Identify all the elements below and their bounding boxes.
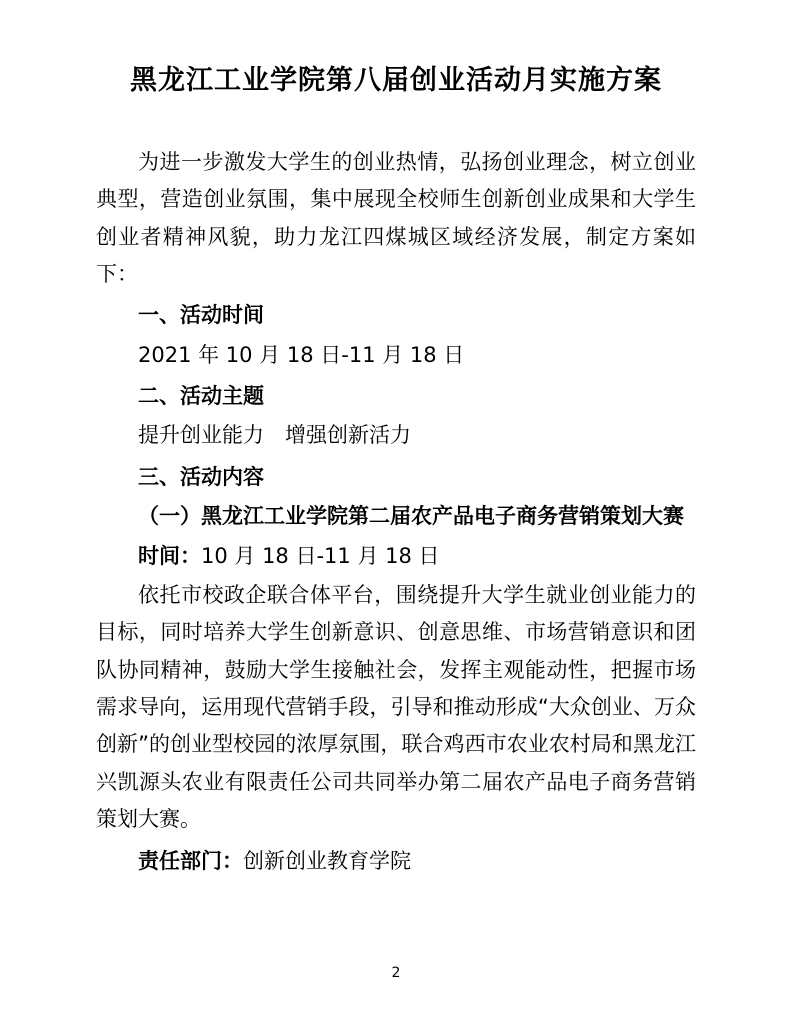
section-heading-3: 三、活动内容 xyxy=(138,464,264,489)
subsection-heading: （一）黑龙江工业学院第二届农产品电子商务营销策划大赛 xyxy=(138,504,684,529)
page-number: 2 xyxy=(391,965,401,981)
section-content-2: 提升创业能力 增强创新活力 xyxy=(138,423,411,448)
department-label: 责任部门： xyxy=(138,848,243,873)
section-content-1: 2021 年 10 月 18 日-11 月 18 日 xyxy=(138,342,465,367)
subsection-department xyxy=(96,843,696,880)
department-value: 创新创业教育学院 xyxy=(243,848,411,873)
time-label: 时间： xyxy=(138,543,201,568)
section-heading-2: 二、活动主题 xyxy=(138,384,264,409)
time-value: 10 月 18 日-11 月 18 日 xyxy=(201,543,440,568)
intro-paragraph: 为进一步激发大学生的创业热情，弘扬创业理念，树立创业典型，营造创业氛围，集中展现全校师生创新创业成果和大学生创业者精神风貌，助力龙江四煤城区域经济发展，制定方案如下： xyxy=(96,149,696,286)
document-body xyxy=(96,144,696,880)
subsection-body: 依托市校政企联合体平台，围绕提升大学生就业创业能力的目标，同时培养大学生创新意识、创意思维、市场营销意识和团队协同精神，鼓励大学生接触社会，发挥主观能动性，把握市场需求导向，运用现代营销手段，引导和推动形成“大众创业、万众创新”的创业型校园的浓厚氛围，联合鸡西市农业农村局和黑龙江兴凯源头农业有限责任公司共同举办第二届农产品电子商务营销策划大赛。 xyxy=(96,582,696,832)
section-heading-1: 一、活动时间 xyxy=(138,303,264,328)
subsection-time xyxy=(96,538,696,575)
page-title: 黑龙江工业学院第八届创业活动月实施方案 xyxy=(130,65,662,96)
